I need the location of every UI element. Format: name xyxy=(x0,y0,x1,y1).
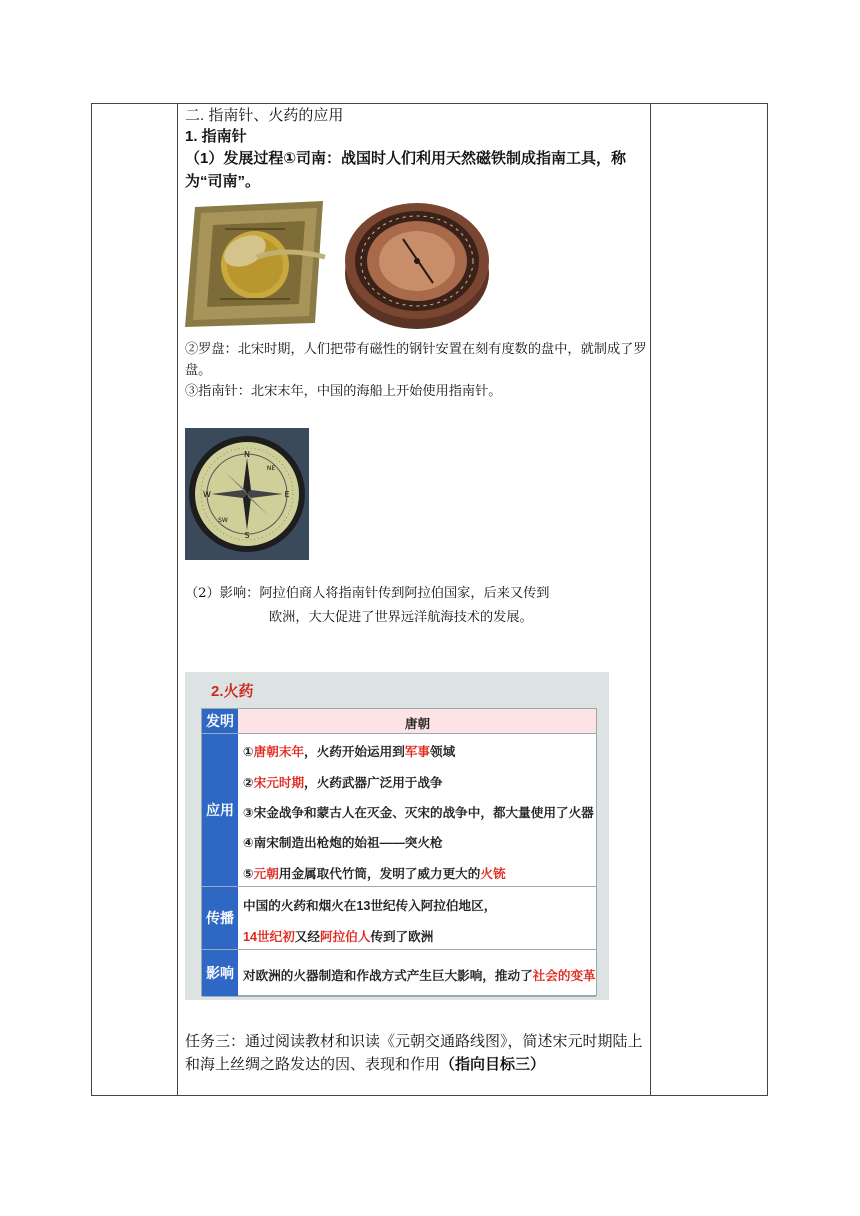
gunpowder-line xyxy=(243,926,433,945)
compass-letter-s: S xyxy=(244,531,250,540)
highlight-text: 阿拉伯人 xyxy=(319,929,371,944)
highlight-text: 唐朝末年 xyxy=(253,745,305,760)
compass-impact xyxy=(185,582,647,630)
body-text: 领域 xyxy=(429,745,456,760)
highlight-text: 宋元时期 xyxy=(253,775,305,790)
gunpowder-table xyxy=(201,708,597,996)
gunpowder-row xyxy=(202,734,596,887)
luopan-description: ②罗盘：北宋时期，人们把带有磁性的钢针安置在刻有度数的盘中，就制成了罗盘。 xyxy=(185,342,647,378)
impact-line-2: 欧洲，大大促进了世界远洋航海技术的发展。 xyxy=(269,610,533,625)
table-bottom-border xyxy=(91,1095,768,1096)
highlight-text: 火铳 xyxy=(480,866,506,881)
gunpowder-row-header: 影响 xyxy=(202,950,238,996)
impact-line-1: 阿拉伯商人将指南针传到阿拉伯国家，后来又传到 xyxy=(259,586,550,601)
body-text: 传到了欧洲 xyxy=(370,929,434,944)
task-three xyxy=(185,1030,645,1076)
gunpowder-line xyxy=(243,772,443,791)
body-text: ，火药开始运用到 xyxy=(304,745,405,760)
impact-label: （2）影响： xyxy=(185,586,260,601)
table-left-border xyxy=(91,103,92,1096)
task-text: 任务三：通过阅读教材和识读《元朝交通路线图》，简述宋元时期陆上和海上丝绸之路发达的因、表现和作用 xyxy=(185,1032,643,1073)
gunpowder-line xyxy=(243,895,496,914)
compass-letter-w: W xyxy=(203,490,211,499)
compass-needle-description: ③指南针：北宋末年，中国的海船上开始使用指南针。 xyxy=(185,384,502,399)
body-text: 又经 xyxy=(294,929,320,944)
compass-letter-n: N xyxy=(244,450,250,459)
body-text: 中国的火药和烟火在13世纪传入阿拉伯地区， xyxy=(243,898,497,913)
sinan-image xyxy=(185,199,328,327)
gunpowder-line xyxy=(243,741,455,760)
gunpowder-line xyxy=(243,832,443,851)
sinan-photos xyxy=(185,199,647,339)
gunpowder-row-body xyxy=(239,950,596,996)
body-text: ④南宋制造出枪炮的始祖——突火枪 xyxy=(243,836,443,851)
body-text: ② xyxy=(243,775,254,790)
highlight-text: 元朝 xyxy=(253,866,279,881)
highlight-text: 14世纪初 xyxy=(243,929,295,944)
gunpowder-row-header: 发明 xyxy=(202,709,238,733)
gunpowder-row-header: 应用 xyxy=(202,734,238,886)
gunpowder-row xyxy=(202,709,596,734)
compass-development: （1）发展过程①司南：战国时人们利用天然磁铁制成指南工具，称为“司南”。 xyxy=(185,150,627,190)
table-top-border xyxy=(91,103,768,104)
body-text: 对欧洲的火器制造和作战方式产生巨大影响，推动了 xyxy=(243,969,533,983)
body-text: ① xyxy=(243,745,254,760)
body-text: 用金属取代竹筒，发明了威力更大的 xyxy=(278,866,481,881)
compass-heading: 1. 指南针 xyxy=(185,128,247,145)
compass-letter-e: E xyxy=(284,490,290,499)
gunpowder-row-body xyxy=(239,709,596,733)
gunpowder-row xyxy=(202,887,596,950)
gunpowder-line xyxy=(243,802,594,821)
gunpowder-row-body xyxy=(239,734,596,886)
compass-letter-sw: SW xyxy=(218,517,228,524)
highlight-text: 军事 xyxy=(404,745,430,760)
table-col-divider-2 xyxy=(650,103,651,1096)
body-text: 唐朝 xyxy=(404,717,431,731)
compass-letter-ne: NE xyxy=(266,465,276,472)
highlight-text: 社会的变革 xyxy=(532,969,596,983)
body-text: ⑤ xyxy=(243,866,254,881)
gunpowder-row-header: 传播 xyxy=(202,887,238,949)
task-target: （指向目标三） xyxy=(440,1055,546,1073)
gunpowder-line xyxy=(243,863,506,882)
section-title: 二. 指南针、火药的应用 xyxy=(185,107,344,124)
gunpowder-line xyxy=(239,713,596,732)
table-col-divider-1 xyxy=(177,103,178,1096)
gunpowder-row xyxy=(202,950,596,997)
gunpowder-title: 2.火药 xyxy=(211,683,254,700)
body-text: ③宋金战争和蒙古人在灭金、灭宋的战争中，都大量使用了火器 xyxy=(243,806,594,820)
compass-image xyxy=(185,428,309,560)
body-text: ，火药武器广泛用于战争 xyxy=(304,775,443,790)
luopan-image xyxy=(343,199,491,331)
gunpowder-row-body xyxy=(239,887,596,949)
gunpowder-line xyxy=(243,965,596,984)
content-cell xyxy=(185,105,647,630)
table-right-border xyxy=(767,103,768,1096)
gunpowder-table-image xyxy=(185,672,609,1000)
